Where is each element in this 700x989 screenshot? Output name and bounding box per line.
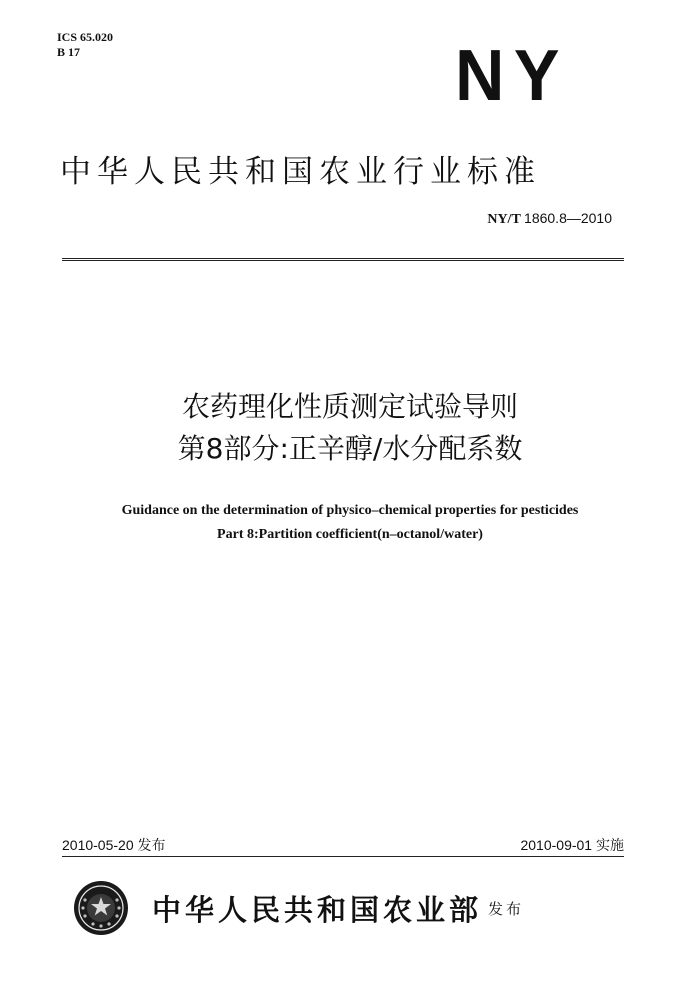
issue-date-value: 2010-05-20: [62, 837, 134, 853]
header-divider: [62, 258, 624, 261]
implementation-date: [520, 835, 624, 855]
english-title-line1: Guidance on the determination of physico–chemical properties for pesticides: [121, 503, 579, 518]
implementation-date-label: 实施: [596, 837, 624, 853]
ics-code: ICS 65.020: [57, 30, 114, 44]
chinese-title: [0, 386, 700, 470]
chinese-title-line2: 第8部分:正辛醇/水分配系数: [177, 432, 523, 465]
org-title: 中华人民共和国农业行业标准: [60, 154, 541, 190]
chinese-title-line1: 农药理化性质测定试验导则: [181, 390, 518, 423]
ny-logo: NY: [455, 36, 570, 116]
english-title: [0, 499, 700, 547]
issue-date-label: 发布: [137, 837, 166, 853]
standard-number: [487, 210, 612, 228]
standard-code: 1860.8—2010: [524, 210, 612, 226]
issuer-name: 中华人民共和国农业部: [152, 893, 483, 927]
category-code: B 17: [57, 45, 81, 59]
implementation-date-value: 2010-09-01: [520, 837, 593, 853]
footer-divider: [62, 856, 624, 857]
standard-prefix: NY/T: [487, 212, 521, 227]
english-title-line2: Part 8:Partition coefficient(n–octanol/water): [217, 527, 483, 542]
issuer-label: 发布: [488, 900, 525, 918]
classification-codes: [57, 30, 113, 60]
national-emblem-seal-icon: [73, 880, 129, 936]
issue-date: [62, 835, 166, 855]
